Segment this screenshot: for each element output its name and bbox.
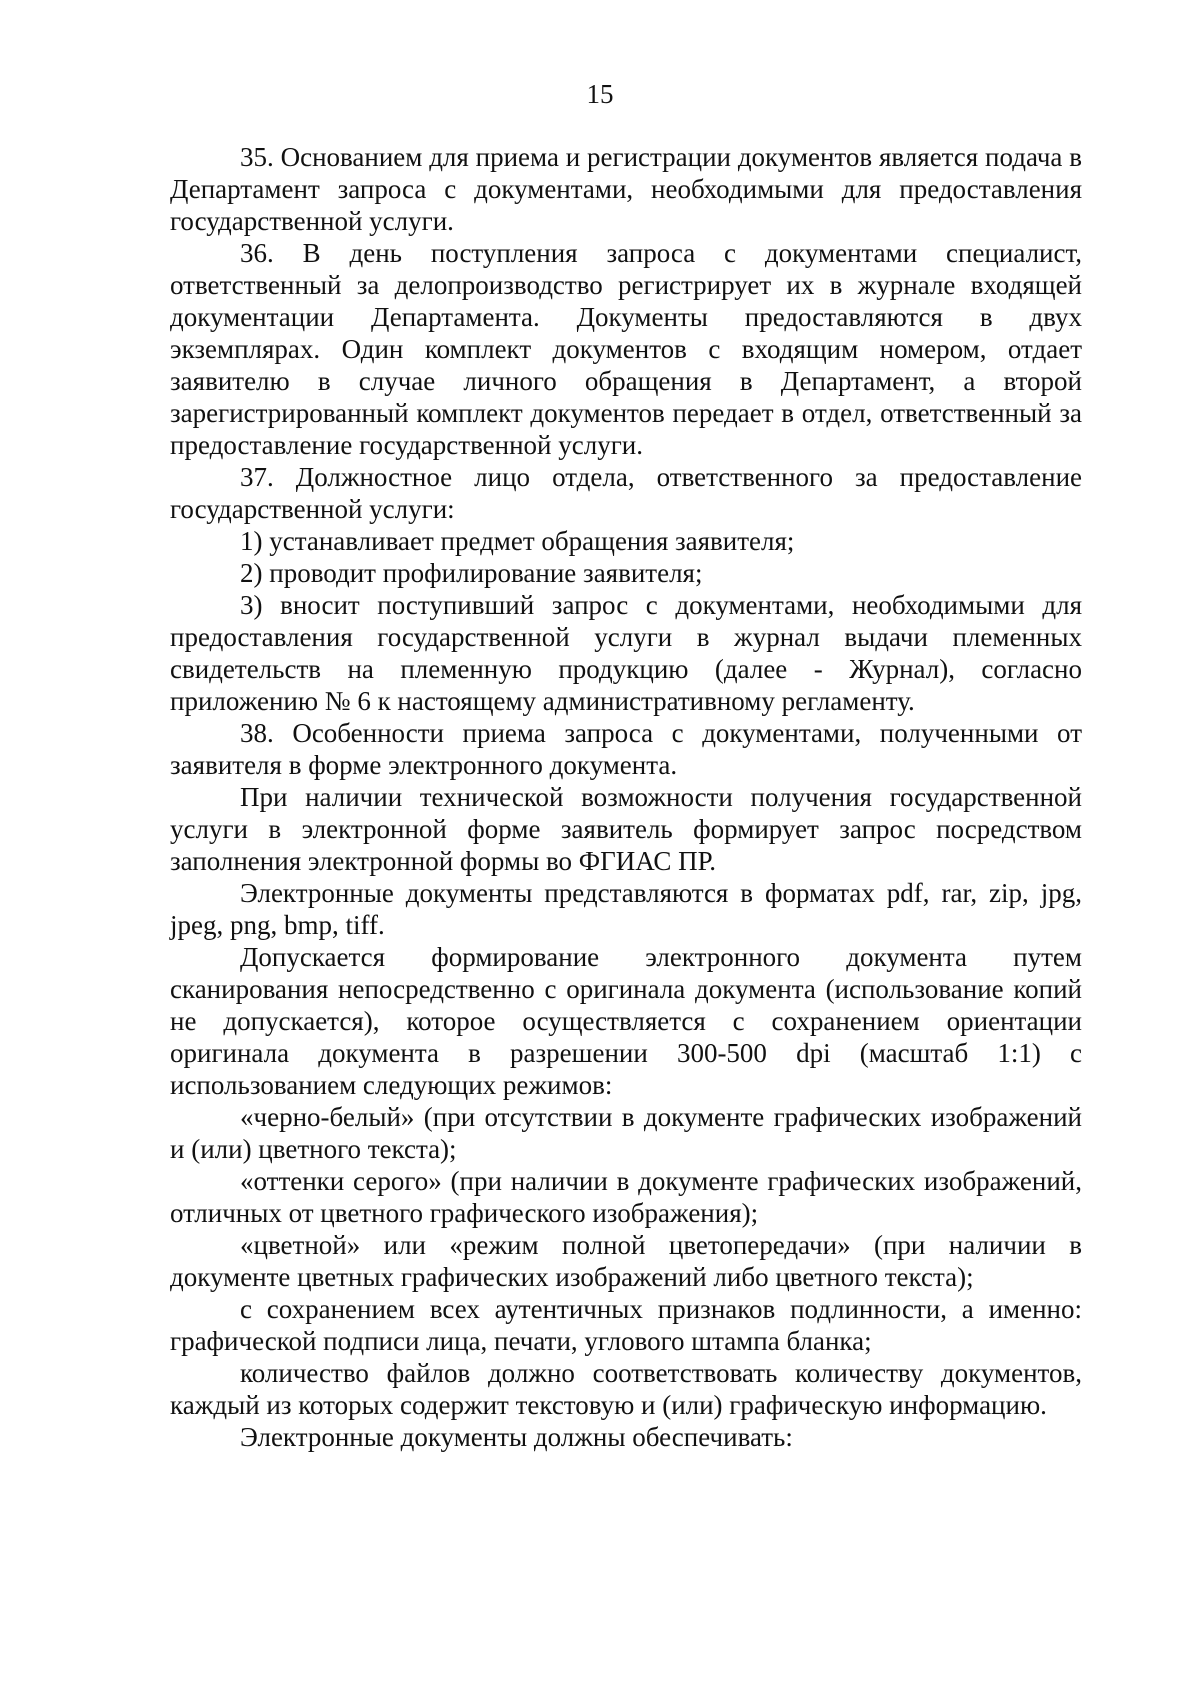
paragraph-36: 36. В день поступления запроса с документами специалист, ответственный за делопроизводство регистрирует их в журнале входящей документации Департамента. Документы предоставляются в двух экземплярах. Один комплект документов с входящим номером, отдает заявителю в случае личного обращения в Департамент, а второй зарегистрированный комплект документов передает в отдел, ответственный за предоставление государственной услуги.	[170, 238, 1082, 460]
paragraph-scanning: Допускается формирование электронного документа путем сканирования непосредственно с оригинала документа (использование копий не допускается), которое осуществляется с сохранением ориентации оригинала документа в разрешении 300-500 dpi (масштаб 1:1) с использованием следующих режимов:	[170, 942, 1082, 1100]
list-item-2: 2) проводит профилирование заявителя;	[240, 558, 703, 588]
paragraph-authenticity: с сохранением всех аутентичных признаков подлинности, а именно: графической подписи лица, печати, углового штампа бланка;	[170, 1294, 1082, 1356]
list-item-1: 1) устанавливает предмет обращения заявителя;	[240, 526, 795, 556]
paragraph-file-count: количество файлов должно соответствовать количеству документов, каждый из которых содержит текстовую и (или) графическую информацию.	[170, 1358, 1082, 1420]
paragraph-file-formats: Электронные документы представляются в форматах pdf, rar, zip, jpg, jpeg, png, bmp, tiff.	[170, 878, 1082, 940]
list-item-3: 3) вносит поступивший запрос с документами, необходимыми для предоставления государственной услуги в журнал выдачи племенных свидетельств на племенную продукцию (далее - Журнал), согласно приложению № 6 к настоящему административному регламенту.	[170, 590, 1082, 716]
paragraph-requirements: Электронные документы должны обеспечивать:	[240, 1422, 793, 1452]
paragraph-38: 38. Особенности приема запроса с документами, полученными от заявителя в форме электронного документа.	[170, 718, 1082, 780]
paragraph-37: 37. Должностное лицо отдела, ответственного за предоставление государственной услуги:	[170, 462, 1082, 524]
mode-color: «цветной» или «режим полной цветопередачи» (при наличии в документе цветных графических изображений либо цветного текста);	[170, 1230, 1082, 1292]
page-number: 15	[586, 79, 614, 109]
document-body	[170, 141, 1082, 1453]
mode-grayscale: «оттенки серого» (при наличии в документе графических изображений, отличных от цветного графического изображения);	[170, 1166, 1082, 1228]
paragraph-35: 35. Основанием для приема и регистрации документов является подача в Департамент запроса с документами, необходимыми для предоставления государственной услуги.	[170, 142, 1082, 236]
mode-black-white: «черно-белый» (при отсутствии в документе графических изображений и (или) цветного текста);	[170, 1102, 1082, 1164]
paragraph-technical-possibility: При наличии технической возможности получения государственной услуги в электронной форме заявитель формирует запрос посредством заполнения электронной формы во ФГИАС ПР.	[170, 782, 1082, 876]
